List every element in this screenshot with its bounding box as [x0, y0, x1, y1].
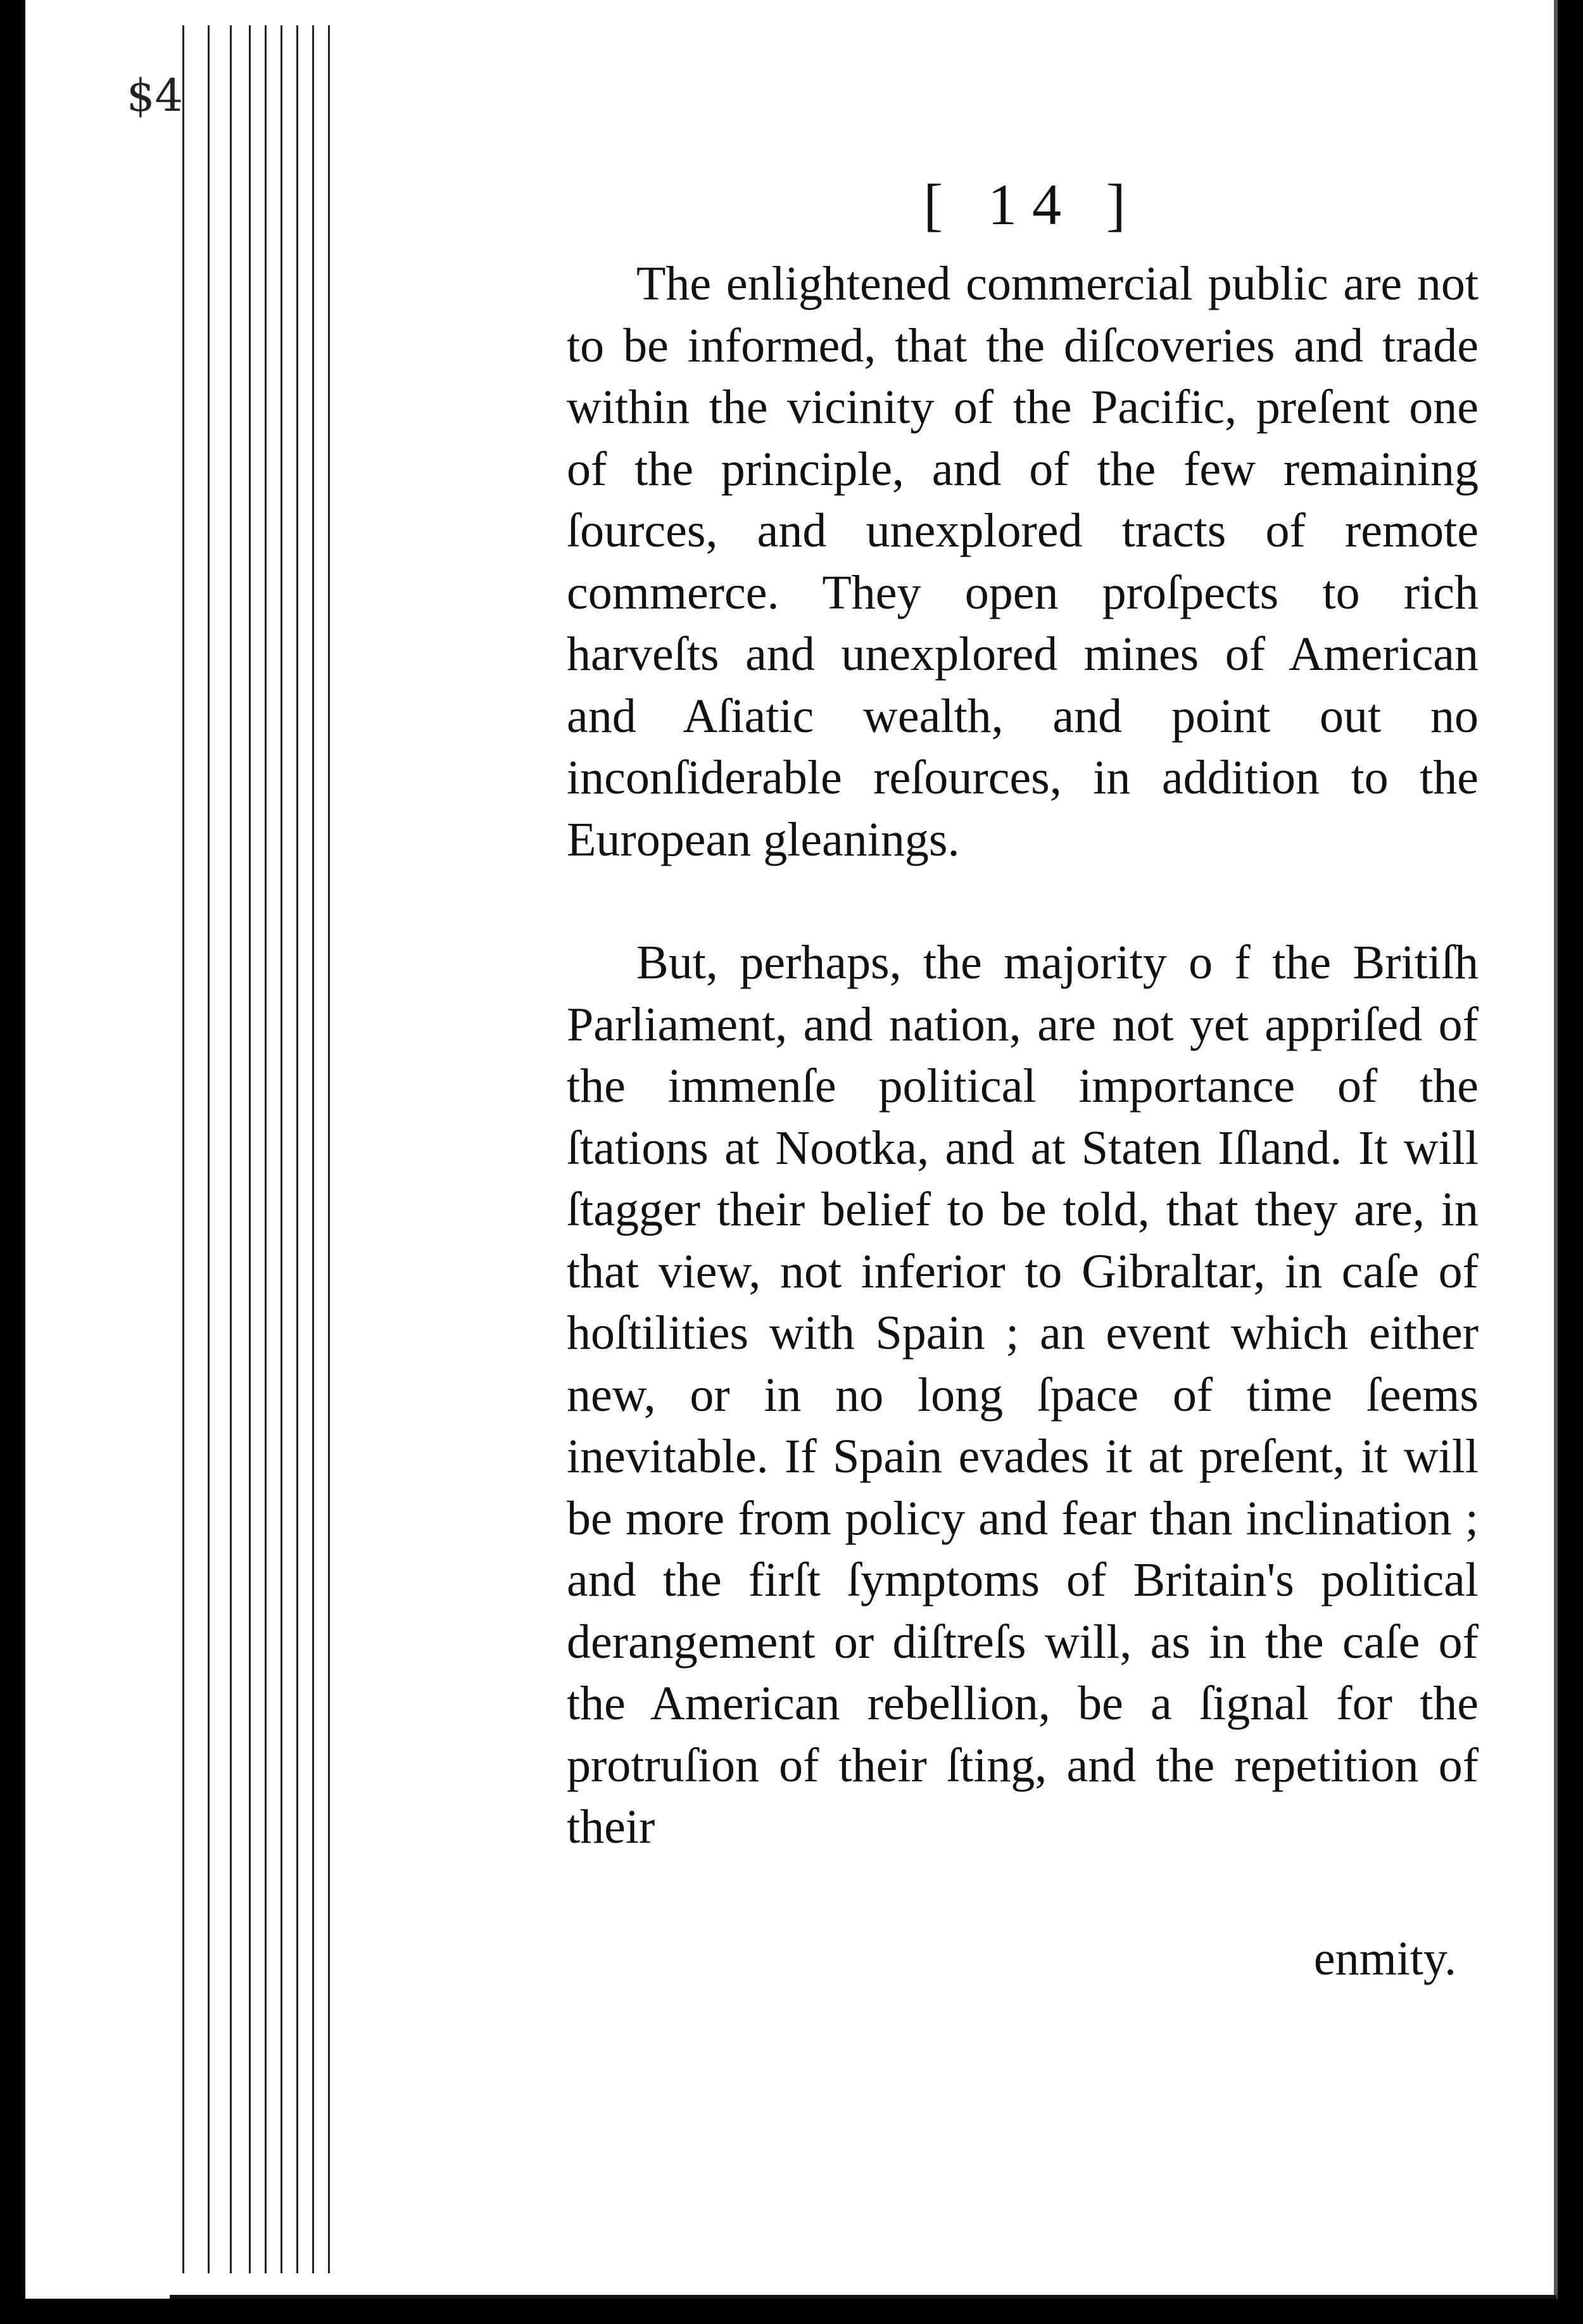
page-edge-line [296, 25, 298, 2273]
handwritten-margin-mark: $4 [127, 70, 184, 122]
page-edge-line [182, 25, 184, 2273]
page-edge-line [230, 25, 232, 2273]
body-text [567, 253, 1479, 1859]
paragraph: But, perhaps, the majority o f the Britiſh Parliament, and nation, are not yet appriſed of the immenſe political importance of the ſtations at Nootka, and at Staten Iſland. It will ſtagger their belief to be told, that they are, in that view, not inferior to Gibraltar, in caſe of hoſtilities with Spain ; an event which either new, or in no long ſpace of time ſeems inevitable. If Spain evades it at preſent, it will be more from policy and fear than inclination ; and the firſt ſymptoms of Britain's political derangement or diſtreſs will, as in the caſe of the American rebellion, be a ſignal for the protruſion of their ſting, and the repetition of their [567, 936, 1479, 1854]
page-edge-line [312, 25, 314, 2273]
page-edge-line [281, 25, 282, 2273]
scanner-right-border [1558, 0, 1583, 2324]
scanner-left-gap [25, 0, 171, 2324]
page-edge-line [328, 25, 330, 2273]
page-edge-line [249, 25, 251, 2273]
catchword: enmity. [1313, 1932, 1456, 1985]
page-edge-line [265, 25, 267, 2273]
book-page-edges [170, 0, 334, 2324]
page-edge-line [208, 25, 210, 2273]
paragraph: The enlightened commercial public are not to be informed, that the diſcoveries and trade within the vicinity of the Pacific, preſent one of the principle, and of the few remaining ſources, and unexplored tracts of remote commerce. They open proſpects to rich harveſts and unexplored mines of American and Aſiatic wealth, and point out no inconſiderable reſources, in addition to the European gleanings. [567, 257, 1479, 866]
scanner-bottom-border [0, 2299, 1583, 2324]
page-number: [ 14 ] [923, 172, 1141, 237]
